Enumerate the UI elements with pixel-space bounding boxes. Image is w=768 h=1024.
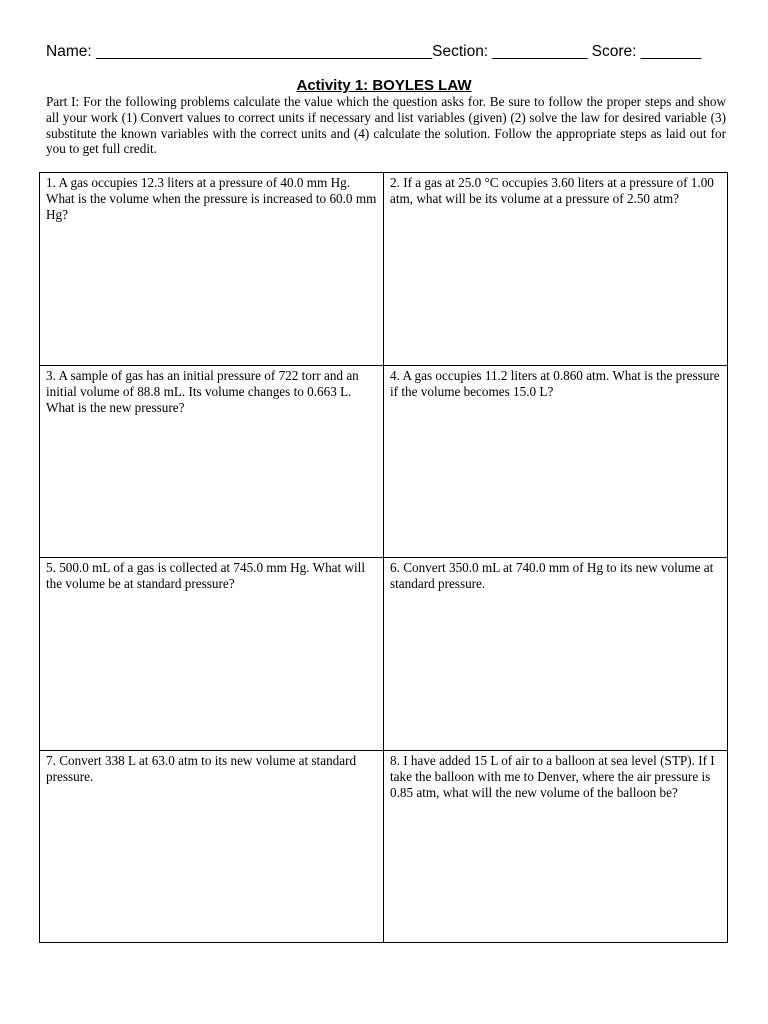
score-blank: _______ — [640, 43, 702, 60]
problem-cell-7: 7. Convert 338 L at 63.0 atm to its new volume at standard pressure. — [40, 751, 384, 942]
name-blank: _______________________________________ — [95, 43, 433, 60]
problem-cell-5: 5. 500.0 mL of a gas is collected at 745.0 mm Hg. What will the volume be at standard pressure? — [40, 558, 384, 751]
section-blank: ___________ — [492, 43, 588, 60]
name-label: Name: — [46, 43, 92, 60]
problem-cell-2: 2. If a gas at 25.0 °C occupies 3.60 liters at a pressure of 1.00 atm, what will be its volume at a pressure of 2.50 atm? — [384, 173, 727, 366]
score-label: Score: — [591, 43, 637, 60]
page-title: Activity 1: BOYLES LAW — [296, 77, 472, 94]
problem-cell-1: 1. A gas occupies 12.3 liters at a pressure of 40.0 mm Hg. What is the volume when the pressure is increased to 60.0 mm Hg? — [40, 173, 384, 366]
problem-cell-3: 3. A sample of gas has an initial pressure of 722 torr and an initial volume of 88.8 mL. Its volume changes to 0.663 L. What is the new pressure? — [40, 366, 384, 558]
section-label: Section: — [432, 43, 489, 60]
problem-cell-4: 4. A gas occupies 11.2 liters at 0.860 atm. What is the pressure if the volume becomes 15.0 L? — [384, 366, 727, 558]
problem-cell-8: 8. I have added 15 L of air to a balloon at sea level (STP). If I take the balloon with me to Denver, where the air pressure is 0.85 atm, what will the new volume of the balloon be? — [390, 753, 715, 800]
problem-cell-6: 6. Convert 350.0 mL at 740.0 mm of Hg to its new volume at standard pressure. — [384, 558, 727, 751]
worksheet-header — [46, 42, 726, 62]
problem-grid — [39, 172, 728, 943]
instructions: Part I: For the following problems calculate the value which the question asks for. Be sure to follow the proper steps and show all your work (1) Convert values to correct units if necessary and list variables (given) (2) solve the law for desired variable (3) substitute the known variables with the correct units and (4) calculate the solution. Follow the appropriate steps as laid out for you to get full credit. — [46, 94, 726, 157]
